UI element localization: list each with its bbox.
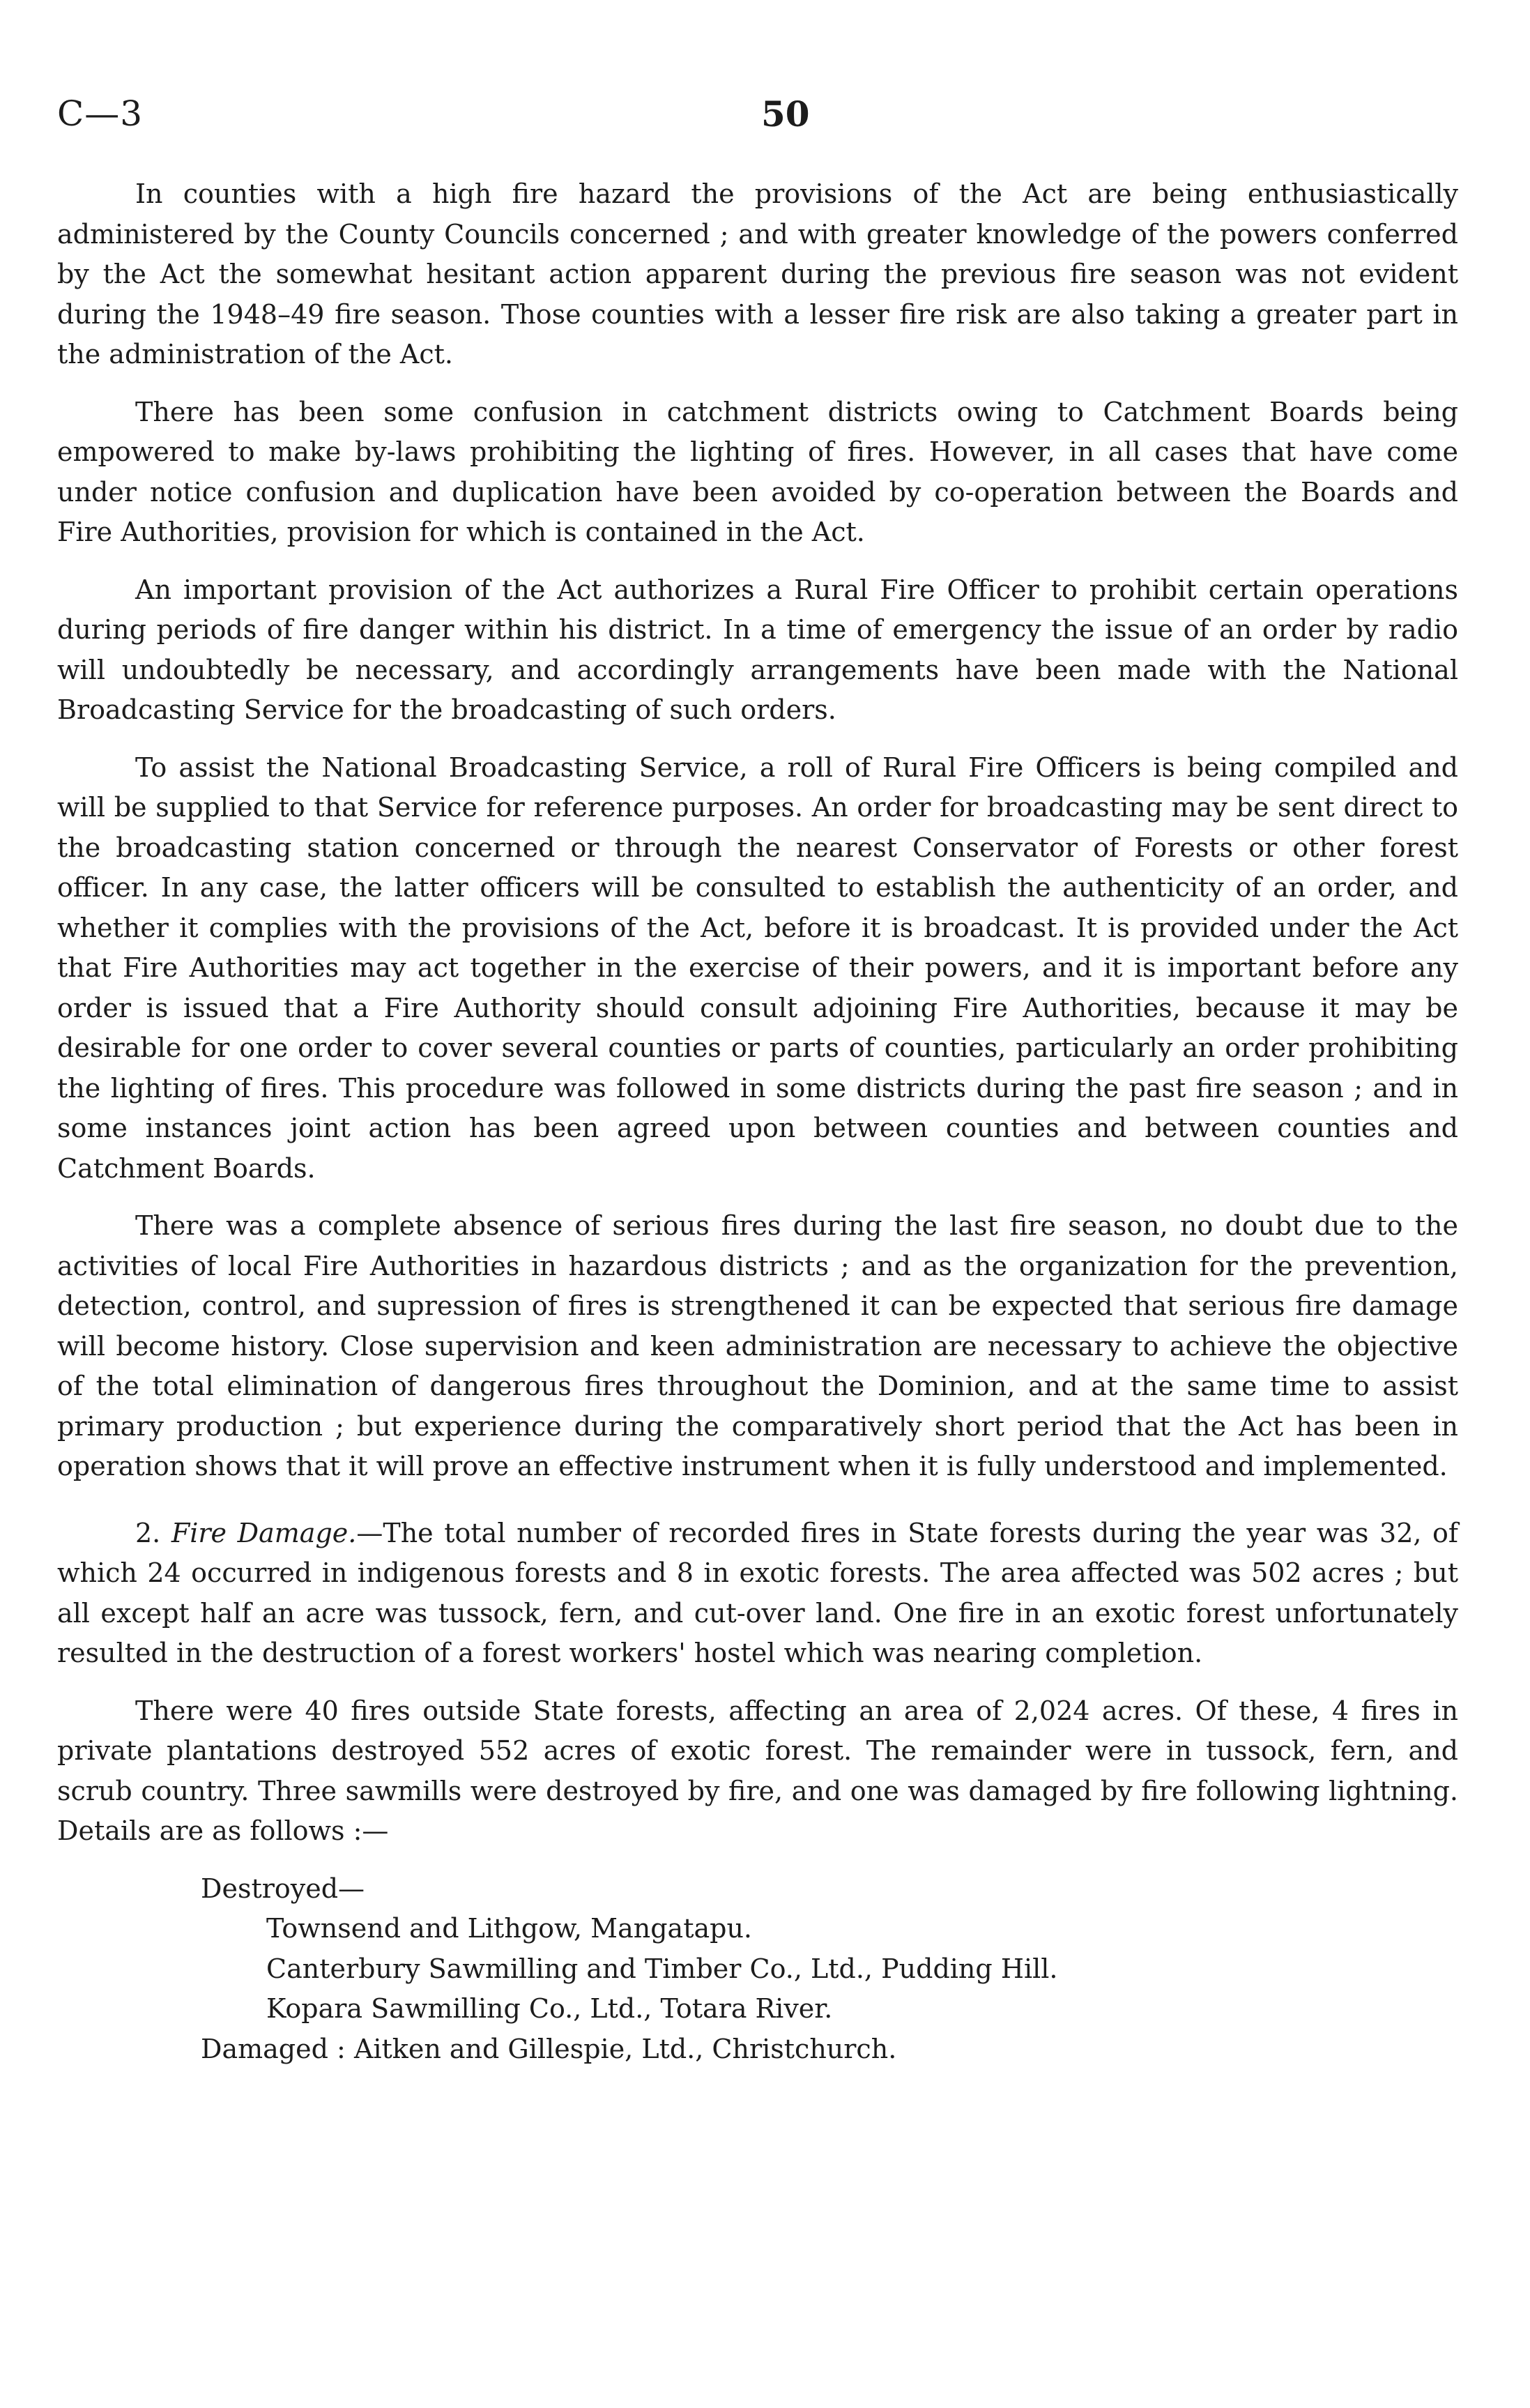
destroyed-label: Destroyed— [201,1873,365,1904]
paragraph-serious-fires: There was a complete absence of serious fires during the last fire season, no doubt due to the activities of local Fire Authorities in hazardous districts ; and as the organization for the prevention, detection, control, and supression of fires is strengthened it can be expected that serious fire damage will become history. Close supervision and keen administration are necessary to achieve the objective of the total elimination of dangerous fires throughout the Dominion, and at the same time to assist primary production ; but experience during the comparatively short period that the Act has been in operation shows that it will prove an effective instrument when it is fully understood and implemented. [57,1210,1458,1481]
destroyed-item: Canterbury Sawmilling and Timber Co., Ltd., Pudding Hill. [266,1953,1058,1984]
section-number: 2. [135,1517,161,1548]
destroyed-item: Kopara Sawmilling Co., Ltd., Totara River. [266,1993,833,2024]
damaged-item: Aitken and Gillespie, Ltd., Christchurch. [353,2033,897,2064]
sawmill-details [57,1869,1458,2070]
paragraph-outside-forests: There were 40 fires outside State forests, affecting an area of 2,024 acres. Of these, 4 fires in private plantations destroyed 552 acres of exotic forest. The remainder were in tussock, fern, and scrub country. Three sawmills were destroyed by fire, and one was damaged by fire following lightning. Details are as follows :— [57,1695,1458,1846]
damaged-label: Damaged : [201,2033,346,2064]
paragraph-fire-damage [57,1514,1458,1674]
destroyed-item: Townsend and Lithgow, Mangatapu. [266,1913,753,1944]
damaged-line [57,2029,1458,2070]
page-number: 50 [761,93,810,135]
paragraph-catchment: There has been some confusion in catchment districts owing to Catchment Boards being empowered to make by-laws prohibiting the lighting of fires. However, in all cases that have come under notice confusion and duplication have been avoided by co-operation between the Boards and Fire Authorities, provision for which is contained in the Act. [57,396,1458,547]
section-heading: Fire Damage. [171,1517,357,1548]
paragraph-broadcasting: To assist the National Broadcasting Service, a roll of Rural Fire Officers is being compiled and will be supplied to that Service for reference purposes. An order for broadcasting may be sent direct to the broadcasting station concerned or through the nearest Conservator of Forests or other forest officer. In any case, the latter officers will be consulted to establish the authenticity of an order, and whether it complies with the provisions of the Act, before it is broadcast. It is provided under the Act that Fire Authorities may act together in the exercise of their powers, and it is important before any order is issued that a Fire Authority should consult adjoining Fire Authorities, because it may be desirable for one order to cover several counties or parts of counties, particularly an order prohibiting the lighting of fires. This procedure was followed in some districts during the past fire season ; and in some instances joint action has been agreed upon between counties and between counties and Catchment Boards. [57,752,1458,1184]
paragraph-rural-fire-officer: An important provision of the Act authorizes a Rural Fire Officer to prohibit certain operations during periods of fire danger within his district. In a time of emergency the issue of an order by radio will undoubtedly be necessary, and accordingly arrangements have been made with the National Broadcasting Service for the broadcasting of such orders. [57,574,1458,725]
paragraph-administration: In counties with a high fire hazard the provisions of the Act are being enthusiastically administered by the County Councils concerned ; and with greater knowledge of the powers conferred by the Act the somewhat hesitant action apparent during the previous fire season was not evident during the 1948–49 fire season. Those counties with a lesser fire risk are also taking a greater part in the administration of the Act. [57,178,1458,369]
document-reference: C—3 [57,93,144,134]
page-header [57,93,1486,149]
section-text: —The total number of recorded fires in State forests during the year was 32, of which 24 occurred in indigenous forests and 8 in exotic forests. The area affected was 502 acres ; but all except half an acre was tussock, fern, and cut-over land. One fire in an exotic forest unfortunately resulted in the destruction of a forest workers' hostel which was nearing completion. [57,1517,1458,1668]
document-body [57,174,1458,2069]
